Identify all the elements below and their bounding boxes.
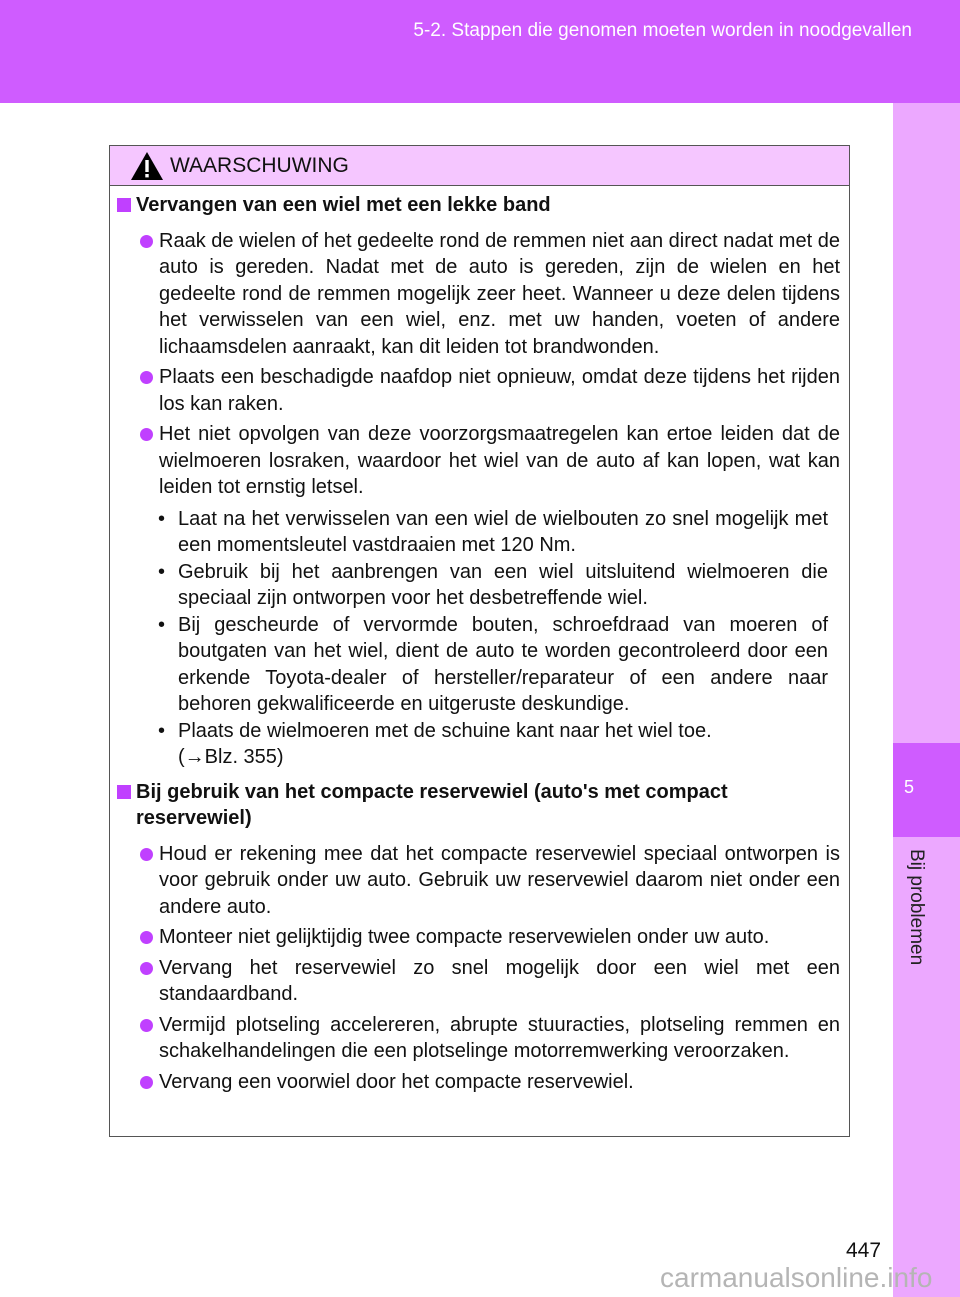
square-bullet-icon [117,198,131,212]
bullet-icon [140,1019,153,1032]
bullet-icon [140,848,153,861]
bullet-icon [140,235,153,248]
section-heading: Bij gebruik van het compacte reservewiel (auto's met compact reservewiel) [115,779,840,832]
page-number: 447 [846,1239,882,1262]
bullet-icon [140,931,153,944]
section-title: 5-2. Stappen die genomen moeten worden in noodgevallen [413,20,912,41]
list-item: Het niet opvolgen van deze voorzorgsmaatregelen kan ertoe leiden dat de wielmoeren losraken, waardoor het wiel van de auto af kan lopen, wat kan leiden tot ernstig letsel. [115,421,840,501]
sub-list-item: • Plaats de wielmoeren met de schuine kant naar het wiel toe. [158,719,712,742]
warning-box [109,145,850,1137]
sub-list-item: • Laat na het verwisselen van een wiel de wielbouten zo snel mogelijk met een momentsleutel vastdraaien met 120 Nm. [158,507,828,556]
chapter-tab: 5 [893,743,960,837]
sub-list-item: • Bij gescheurde of vervormde bouten, schroefdraad van moeren of boutgaten van het wiel, dient de auto te worden gecontroleerd door een erkende Toyota-dealer of hersteller/reparateur of een andere naar behoren gekwalificeerde en uitgeruste deskundige. [158,613,828,715]
warning-header [110,146,849,186]
list-item: Monteer niet gelijktijdig twee compacte reservewielen onder uw auto. [115,924,840,951]
list-item: Vermijd plotseling accelereren, abrupte stuuracties, plotseling remmen en schakelhandelingen die een plotselinge motorremwerking veroorzaken. [115,1012,840,1065]
bullet-icon [140,428,153,441]
bullet-icon [140,1076,153,1089]
chapter-title: Bij problemen [906,849,927,966]
square-bullet-icon [117,785,131,799]
page-reference-link[interactable]: (→Blz. 355) [178,746,284,768]
list-item: Plaats een beschadigde naafdop niet opnieuw, omdat deze tijdens het rijden los kan raken. [115,364,840,417]
list-item: Houd er rekening mee dat het compacte reservewiel speciaal ontworpen is voor gebruik onder uw auto. Gebruik uw reservewiel daarom niet onder een andere auto. [115,841,840,921]
list-item: Vervang het reservewiel zo snel mogelijk door een wiel met een standaardband. [115,955,840,1008]
bullet-icon [140,371,153,384]
page-header [0,0,960,103]
warning-triangle-icon [130,151,164,181]
sub-list-item: • Gebruik bij het aanbrengen van een wiel uitsluitend wielmoeren die speciaal zijn ontworpen voor het desbetreffende wiel. [158,560,828,609]
section-heading: Vervangen van een wiel met een lekke band [115,192,840,219]
warning-title: WAARSCHUWING [170,153,349,177]
list-item: Vervang een voorwiel door het compacte reservewiel. [115,1069,840,1096]
watermark: carmanualsonline.info [660,1262,933,1293]
bullet-icon [140,962,153,975]
list-item: Raak de wielen of het gedeelte rond de remmen niet aan direct nadat met de auto is gereden. Nadat met de auto is gereden, zijn de wielen en het gedeelte rond de remmen mogelijk zeer heet. Wanneer u deze delen tijdens het verwisselen van een wiel, enz. met uw handen, voeten of andere lichaamsdelen aanraakt, kan dit leiden tot brandwonden. [115,228,840,361]
chapter-sidebar [893,103,960,1297]
